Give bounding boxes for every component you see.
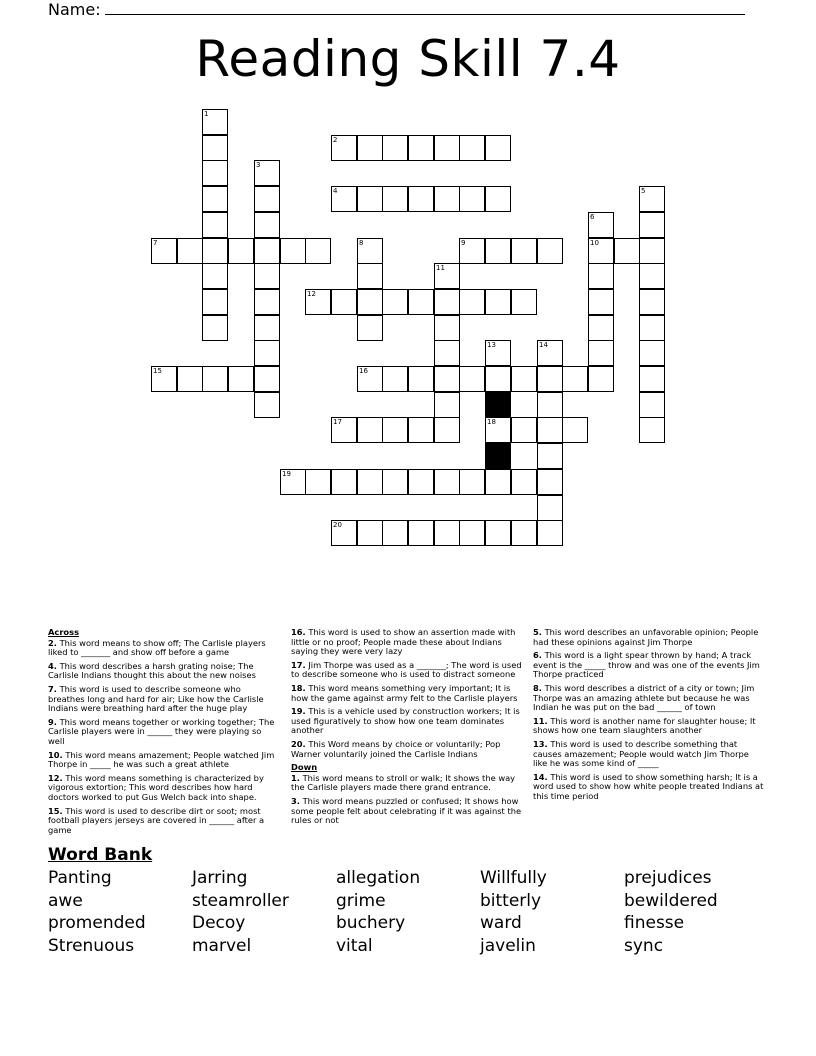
clue-number: 5: [641, 187, 646, 195]
crossword-cell[interactable]: [357, 289, 383, 315]
clues-section: [48, 628, 773, 843]
clue-text: This word means to stroll or walk; It shows the way the Carlisle players made there grand entrance.: [291, 772, 516, 793]
crossword-cell[interactable]: [511, 238, 537, 264]
word-bank-column: [624, 867, 764, 957]
crossword-cell[interactable]: [485, 469, 511, 495]
clues-header: Across: [48, 627, 80, 637]
clue-text: This word is used to describe someone who breathes long and hard for air; Like how the Carlisle Indians were breathing hard after the huge play: [48, 683, 264, 714]
clue: [533, 717, 765, 736]
clue: [48, 751, 280, 770]
clue-number: 6: [590, 213, 595, 221]
crossword-cell[interactable]: [357, 186, 383, 212]
word-bank-word: grime: [336, 890, 386, 911]
word-bank-word: sync: [624, 935, 664, 956]
clue-number: 13: [487, 341, 496, 349]
crossword-cell[interactable]: [357, 263, 383, 289]
crossword-cell[interactable]: [408, 417, 434, 443]
crossword-cell[interactable]: [202, 289, 228, 315]
crossword-cell[interactable]: [228, 366, 254, 392]
word-bank-word: Jarring: [192, 868, 248, 888]
word-bank-word: promended: [48, 913, 146, 934]
word-bank-word: bewildered: [624, 890, 718, 911]
crossword-cell[interactable]: [254, 238, 280, 264]
word-bank-word: bitterly: [480, 890, 542, 911]
clue-text: This word describes an unfavorable opinion; People had these opinions against Jim Thorpe: [533, 627, 759, 647]
crossword-cell[interactable]: [459, 469, 485, 495]
clue-number-label: 18.: [291, 682, 306, 693]
crossword-cell[interactable]: [588, 238, 614, 264]
crossword-cell[interactable]: [639, 392, 665, 418]
crossword-cell[interactable]: [459, 135, 485, 161]
clue: [291, 774, 523, 793]
crossword-cell[interactable]: [331, 186, 357, 212]
crossword-cell[interactable]: [382, 289, 408, 315]
clue-number: 19: [282, 470, 291, 478]
crossword-cell[interactable]: [588, 289, 614, 315]
crossword-cell[interactable]: [357, 417, 383, 443]
word-bank-word: javelin: [480, 935, 536, 956]
clue: [291, 797, 523, 826]
clue-text: This word means something very important; It is how the game against army felt to the Carlisle players: [291, 682, 518, 703]
crossword-cell[interactable]: [511, 469, 537, 495]
crossword-cell[interactable]: [459, 366, 485, 392]
crossword-cell[interactable]: [639, 417, 665, 443]
crossword-cell[interactable]: [202, 263, 228, 289]
word-bank-column: [336, 867, 476, 957]
clue-number-label: 8.: [533, 682, 542, 693]
crossword-cell[interactable]: [382, 469, 408, 495]
clue-text: This word is a light spear thrown by hand; A track event is the _____ throw and was one of the events Jim Thorpe practiced: [533, 650, 760, 680]
clue-number-label: 10.: [48, 749, 63, 760]
clue-text: This word is used to show something harsh; It is a word used to show how white people treated Indians at this time period: [533, 771, 764, 801]
crossword-cell[interactable]: [511, 289, 537, 315]
crossword-cell[interactable]: [511, 366, 537, 392]
crossword-cell[interactable]: [202, 186, 228, 212]
crossword-cell[interactable]: [177, 366, 203, 392]
word-bank-column: [48, 867, 188, 957]
clues-header: Down: [291, 762, 318, 773]
crossword-cell[interactable]: [382, 366, 408, 392]
crossword-cell[interactable]: [202, 160, 228, 186]
word-bank-word: ward: [480, 913, 522, 934]
crossword-cell[interactable]: [588, 263, 614, 289]
crossword-cell[interactable]: [357, 469, 383, 495]
crossword-cell[interactable]: [254, 263, 280, 289]
crossword-cell[interactable]: [537, 366, 563, 392]
clue-text: This word describes a district of a city or town; Jim Thorpe was an amazing athlete but because he was Indian he was put on the bad ______ of town: [533, 682, 755, 713]
word-bank-word: marvel: [192, 935, 252, 956]
clue: [291, 707, 523, 736]
name-label: Name:: [48, 0, 101, 19]
word-bank-word: awe: [48, 890, 83, 911]
clue-text: This word means to show off; The Carlisle players liked to _______ and show off before a game: [48, 637, 266, 658]
clue-number-label: 9.: [48, 716, 57, 727]
clues-column-1: [48, 628, 280, 839]
crossword-cell[interactable]: [485, 417, 511, 443]
crossword-cell[interactable]: [254, 160, 280, 186]
crossword-cell[interactable]: [562, 366, 588, 392]
crossword-cell[interactable]: [331, 135, 357, 161]
crossword-cell[interactable]: [280, 238, 306, 264]
crossword-cell[interactable]: [202, 212, 228, 238]
clue: [291, 740, 523, 759]
clue: [48, 807, 280, 836]
clue-text: This word means something is characterized by vigorous extortion; This word describes how hard doctors worked to put Gus Welch back into shape.: [48, 772, 264, 802]
crossword-cell[interactable]: [434, 135, 460, 161]
crossword-cell[interactable]: [254, 340, 280, 366]
clue-number: 4: [333, 187, 338, 195]
page-title: Reading Skill 7.4: [195, 30, 621, 88]
clue-number: 16: [359, 367, 368, 375]
clue-number-label: 2.: [48, 637, 57, 648]
crossword-cell[interactable]: [331, 417, 357, 443]
crossword-cell[interactable]: [588, 340, 614, 366]
crossword-cell[interactable]: [331, 520, 357, 546]
clue: [533, 651, 765, 680]
clue-number-label: 15.: [48, 805, 63, 816]
clue-number: 18: [487, 418, 496, 426]
clue-number: 1: [204, 110, 209, 118]
clue-number: 15: [153, 367, 162, 375]
crossword-cell[interactable]: [562, 417, 588, 443]
crossword-cell[interactable]: [485, 366, 511, 392]
clue: [291, 628, 523, 657]
word-bank-title: Word Bank: [48, 845, 153, 865]
crossword-cell[interactable]: [408, 135, 434, 161]
crossword-cell[interactable]: [485, 520, 511, 546]
crossword-cell[interactable]: [357, 315, 383, 341]
crossword-cell[interactable]: [254, 186, 280, 212]
clue-text: This word is used to describe dirt or soot; most football players jerseys are covered in ______ after a game: [48, 805, 265, 835]
clue-number: 17: [333, 418, 342, 426]
clues-column-2: [291, 628, 523, 830]
crossword-cell[interactable]: [459, 186, 485, 212]
clue-number: 8: [359, 239, 364, 247]
clue-number-label: 16.: [291, 627, 306, 637]
clue-text: Jim Thorpe was used as a _______; The word is used to describe someone who is used to distract someone: [291, 659, 522, 680]
clue-text: This is a vehicle used by construction workers; It is used figuratively to show how one team dominates another: [291, 706, 520, 736]
crossword-cell[interactable]: [639, 366, 665, 392]
clue-text: This word means together or working together; The Carlisle players were in ______ they were playing so well: [48, 716, 275, 746]
crossword-cell[interactable]: [408, 469, 434, 495]
crossword-cell[interactable]: [537, 392, 563, 418]
crossword-cell[interactable]: [254, 366, 280, 392]
crossword-cell[interactable]: [537, 417, 563, 443]
crossword-cell[interactable]: [588, 366, 614, 392]
crossword-cell[interactable]: [305, 289, 331, 315]
crossword-cell[interactable]: [434, 469, 460, 495]
crossword-cell[interactable]: [485, 340, 511, 366]
clue-number: 20: [333, 521, 342, 529]
crossword-cell[interactable]: [459, 238, 485, 264]
clue-number-label: 12.: [48, 772, 63, 783]
crossword-cell[interactable]: [382, 135, 408, 161]
crossword-cell[interactable]: [382, 520, 408, 546]
crossword-cell[interactable]: [408, 366, 434, 392]
word-bank-word: buchery: [336, 913, 406, 934]
clue-text: This word means amazement; People watched Jim Thorpe in _____ he was such a great athlete: [48, 749, 275, 770]
clue-number-label: 5.: [533, 627, 542, 637]
crossword-cell[interactable]: [331, 469, 357, 495]
crossword-cell[interactable]: [177, 238, 203, 264]
crossword-cell[interactable]: [408, 289, 434, 315]
crossword-cell[interactable]: [639, 186, 665, 212]
crossword-cell[interactable]: [588, 212, 614, 238]
crossword-cell[interactable]: [357, 520, 383, 546]
clue-number-label: 17.: [291, 659, 306, 670]
clue-number: 7: [153, 239, 158, 247]
crossword-cell[interactable]: [537, 238, 563, 264]
clue-number: 9: [461, 239, 466, 247]
clue-number-label: 19.: [291, 706, 306, 717]
clue-number-label: 14.: [533, 771, 548, 782]
crossword-cell[interactable]: [485, 238, 511, 264]
clue-text: This word is used to show an assertion made with little or no proof; People made these about Indians saying they were very lazy: [291, 627, 516, 657]
word-bank-word: allegation: [336, 868, 421, 888]
crossword-cell[interactable]: [228, 238, 254, 264]
crossword-cell[interactable]: [639, 212, 665, 238]
crossword-cell[interactable]: [459, 520, 485, 546]
crossword-cell[interactable]: [254, 212, 280, 238]
clue: [533, 684, 765, 713]
crossword-cell[interactable]: [537, 469, 563, 495]
word-bank-word: Willfully: [480, 868, 547, 888]
word-bank-word: finesse: [624, 913, 685, 934]
clue-number-label: 3.: [291, 795, 300, 806]
crossword-cell[interactable]: [202, 366, 228, 392]
clue: [291, 684, 523, 703]
crossword-cell[interactable]: [537, 443, 563, 469]
crossword-cell[interactable]: [305, 238, 331, 264]
clue-number-label: 20.: [291, 738, 306, 749]
crossword-cell[interactable]: [408, 520, 434, 546]
crossword-cell[interactable]: [588, 315, 614, 341]
crossword-cell[interactable]: [254, 315, 280, 341]
crossword-cell[interactable]: [485, 186, 511, 212]
crossword-cell[interactable]: [202, 135, 228, 161]
word-bank-word: steamroller: [192, 890, 289, 911]
clue-number: 3: [256, 161, 261, 169]
clue-number-label: 6.: [533, 650, 542, 661]
crossword-cell[interactable]: [202, 109, 228, 135]
crossword-cell[interactable]: [151, 238, 177, 264]
crossword-cell[interactable]: [434, 340, 460, 366]
crossword-cell[interactable]: [382, 417, 408, 443]
word-bank-word: Strenuous: [48, 935, 135, 956]
clue-number-label: 4.: [48, 660, 57, 671]
crossword-cell[interactable]: [511, 520, 537, 546]
crossword-cell[interactable]: [485, 135, 511, 161]
crossword-cell[interactable]: [254, 289, 280, 315]
crossword-cell[interactable]: [434, 315, 460, 341]
clue-text: This word is another name for slaughter house; It shows how one team slaughters another: [533, 715, 756, 736]
clue: [533, 628, 765, 647]
crossword-cell[interactable]: [639, 289, 665, 315]
crossword-cell[interactable]: [639, 263, 665, 289]
crossword-block: [485, 392, 511, 418]
clue: [48, 718, 280, 747]
crossword-cell[interactable]: [434, 289, 460, 315]
clue-text: This word means puzzled or confused; It shows how some people felt about celebrating if it was against the rules or not: [291, 795, 522, 826]
clue-text: This Word means by choice or voluntarily; Pop Warner voluntarily joined the Carlisle Indians: [291, 738, 501, 759]
clue: [48, 685, 280, 714]
clue: [48, 774, 280, 803]
word-bank-word: prejudices: [624, 868, 712, 888]
word-bank-word: vital: [336, 935, 373, 956]
clues-column-3: [533, 628, 765, 806]
crossword-cell[interactable]: [202, 315, 228, 341]
clue-number: 10: [590, 239, 599, 247]
clue-number-label: 11.: [533, 715, 548, 726]
crossword-cell[interactable]: [305, 469, 331, 495]
crossword-cell[interactable]: [434, 392, 460, 418]
crossword-cell[interactable]: [357, 135, 383, 161]
crossword-cell[interactable]: [382, 186, 408, 212]
crossword-cell[interactable]: [639, 340, 665, 366]
clue-text: This word is used to describe something that causes amazement; People would watch Jim Thorpe like he was some kind of _____: [533, 738, 749, 769]
clue-text: This word describes a harsh grating noise; The Carlisle Indians thought this about the new noises: [48, 660, 256, 681]
clue-number: 11: [436, 264, 445, 272]
crossword-cell[interactable]: [537, 340, 563, 366]
clue: [291, 661, 523, 680]
clue-number-label: 13.: [533, 738, 548, 749]
crossword-cell[interactable]: [639, 315, 665, 341]
clue-number: 12: [307, 290, 316, 298]
word-bank-word: Panting: [48, 868, 112, 888]
clue-number: 2: [333, 136, 338, 144]
crossword-cell[interactable]: [434, 263, 460, 289]
clue-number-label: 7.: [48, 683, 57, 694]
crossword-block: [485, 443, 511, 469]
crossword-cell[interactable]: [151, 366, 177, 392]
crossword-cell[interactable]: [459, 289, 485, 315]
clue: [533, 773, 765, 802]
word-bank-column: [480, 867, 620, 957]
word-bank-column: [192, 867, 332, 957]
clue: [48, 662, 280, 681]
crossword-cell[interactable]: [254, 392, 280, 418]
word-bank-word: Decoy: [192, 913, 246, 934]
crossword-cell[interactable]: [357, 366, 383, 392]
clue-number: 14: [539, 341, 548, 349]
crossword-cell[interactable]: [434, 366, 460, 392]
crossword-cell[interactable]: [614, 238, 640, 264]
crossword-cell[interactable]: [537, 495, 563, 521]
crossword-cell[interactable]: [202, 238, 228, 264]
crossword-cell[interactable]: [280, 469, 306, 495]
crossword-cell[interactable]: [434, 520, 460, 546]
crossword-cell[interactable]: [408, 186, 434, 212]
clue-number-label: 1.: [291, 772, 300, 783]
crossword-cell[interactable]: [434, 186, 460, 212]
crossword-cell[interactable]: [357, 238, 383, 264]
crossword-cell[interactable]: [434, 417, 460, 443]
clue: [533, 740, 765, 769]
crossword-cell[interactable]: [331, 289, 357, 315]
crossword-cell[interactable]: [639, 238, 665, 264]
crossword-cell[interactable]: [485, 289, 511, 315]
crossword-cell[interactable]: [537, 520, 563, 546]
clue: [48, 639, 280, 658]
crossword-cell[interactable]: [511, 417, 537, 443]
